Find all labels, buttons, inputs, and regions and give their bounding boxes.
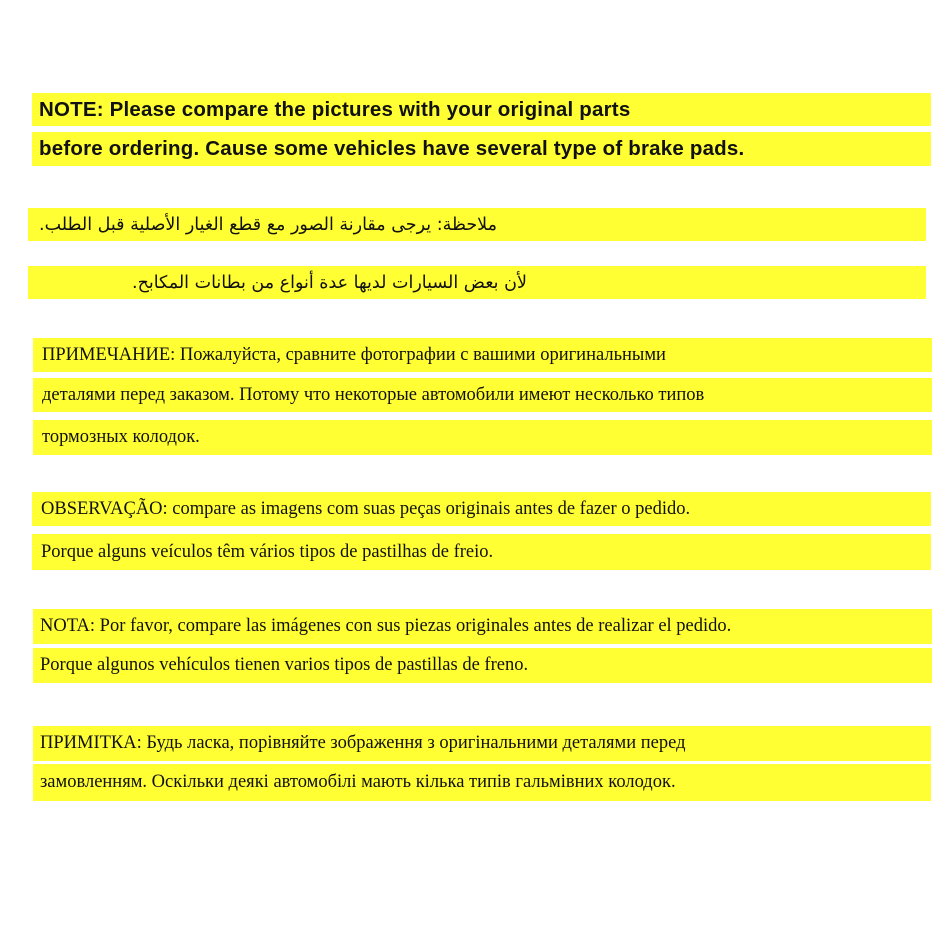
notice-russian-line-1: ПРИМЕЧАНИЕ: Пожалуйста, сравните фотографии с вашими оригинальными (33, 338, 932, 372)
notice-english-line-2: before ordering. Cause some vehicles have several type of brake pads. (32, 132, 931, 166)
notice-ukrainian-line-2: замовленням. Оскільки деякі автомобілі мають кілька типів гальмівних колодок. (33, 764, 931, 801)
notice-arabic-line-2-text: لأن بعض السيارات لديها عدة أنواع من بطانات المكابح. (132, 272, 527, 293)
notice-arabic-line-1 (28, 208, 926, 241)
notice-russian-line-2: деталями перед заказом. Потому что некоторые автомобили имеют несколько типов (33, 378, 932, 412)
notice-spanish-line-2: Porque algunos vehículos tienen varios tipos de pastillas de freno. (33, 648, 932, 683)
notice-russian-line-3: тормозных колодок. (33, 420, 932, 455)
notice-portuguese-line-1: OBSERVAÇÃO: compare as imagens com suas peças originais antes de fazer o pedido. (32, 492, 931, 526)
notice-ukrainian-line-1: ПРИМІТКА: Будь ласка, порівняйте зображення з оригінальними деталями перед (33, 726, 931, 761)
notice-portuguese-line-2: Porque alguns veículos têm vários tipos de pastilhas de freio. (32, 534, 931, 570)
notice-spanish-line-1: NOTA: Por favor, compare las imágenes con sus piezas originales antes de realizar el pedido. (33, 609, 932, 644)
notice-arabic-line-2 (28, 266, 926, 299)
notice-arabic-line-1-text: ملاحظة: يرجى مقارنة الصور مع قطع الغيار الأصلية قبل الطلب. (39, 214, 497, 235)
notice-english-line-1: NOTE: Please compare the pictures with your original parts (32, 93, 931, 126)
